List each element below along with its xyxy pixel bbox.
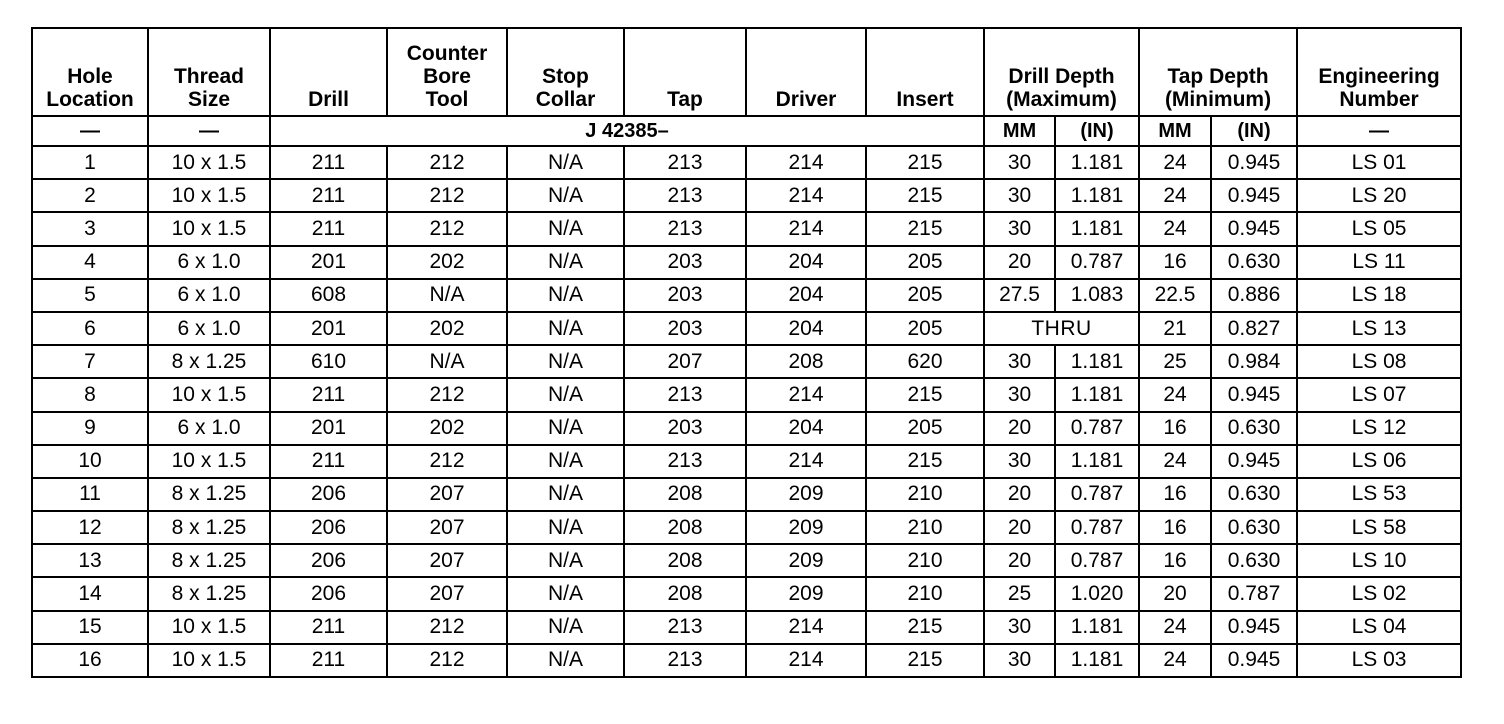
cell-thread-size: 10 x 1.5 [148, 146, 270, 179]
cell-drill-depth-mm: 30 [984, 644, 1055, 677]
cell-driver: 208 [746, 345, 866, 378]
header-line: Drill [308, 87, 349, 111]
cell-drill-depth-mm: 20 [984, 246, 1055, 279]
cell-drill: 206 [270, 511, 387, 544]
cell-insert: 210 [866, 577, 984, 610]
cell-engineering-number: LS 02 [1297, 577, 1461, 610]
cell-counter-bore-tool: 202 [387, 412, 507, 445]
header-line: (Minimum) [1164, 87, 1272, 111]
cell-drill: 211 [270, 179, 387, 212]
cell-tap: 213 [624, 179, 746, 212]
cell-tap: 203 [624, 279, 746, 312]
cell-drill-depth-mm: 27.5 [984, 279, 1055, 312]
cell-counter-bore-tool: 207 [387, 544, 507, 577]
header-line: Thread [173, 64, 244, 88]
cell-tap-depth-in: 0.630 [1211, 246, 1297, 279]
cell-drill: 211 [270, 146, 387, 179]
cell-tap: 213 [624, 611, 746, 644]
cell-counter-bore-tool: 212 [387, 146, 507, 179]
cell-hole-location: 6 [32, 312, 148, 345]
cell-tap-depth-in: 0.630 [1211, 544, 1297, 577]
cell-stop-collar: N/A [507, 611, 624, 644]
cell-thread-size: 6 x 1.0 [148, 312, 270, 345]
cell-drill-depth-in: 1.181 [1055, 146, 1139, 179]
cell-engineering-number: LS 13 [1297, 312, 1461, 345]
table-row [32, 478, 1461, 511]
cell-insert: 205 [866, 279, 984, 312]
cell-tap-depth-in: 0.945 [1211, 378, 1297, 411]
cell-counter-bore-tool: 212 [387, 378, 507, 411]
cell-insert: 620 [866, 345, 984, 378]
header-line: Bore [423, 64, 471, 88]
cell-drill-depth-mm: 20 [984, 412, 1055, 445]
cell-tap-depth-mm: 24 [1139, 146, 1211, 179]
cell-insert: 215 [866, 611, 984, 644]
table-row [32, 611, 1461, 644]
cell-thread-size: 8 x 1.25 [148, 478, 270, 511]
cell-hole-location: 16 [32, 644, 148, 677]
cell-insert: 210 [866, 511, 984, 544]
cell-stop-collar: N/A [507, 445, 624, 478]
cell-drill: 610 [270, 345, 387, 378]
cell-drill-depth-mm: 30 [984, 445, 1055, 478]
header-line: Insert [896, 87, 954, 111]
cell-engineering-number: LS 11 [1297, 246, 1461, 279]
cell-thread-size: 10 x 1.5 [148, 378, 270, 411]
cell-counter-bore-tool: 207 [387, 511, 507, 544]
cell-insert: 215 [866, 378, 984, 411]
cell-insert: 205 [866, 312, 984, 345]
header-line: Hole [67, 64, 113, 88]
cell-hole-location: 7 [32, 345, 148, 378]
cell-thread-size: 6 x 1.0 [148, 412, 270, 445]
cell-hole-location: 9 [32, 412, 148, 445]
subheader-hole-dash: — [32, 116, 148, 146]
cell-tap-depth-mm: 24 [1139, 445, 1211, 478]
cell-drill-depth-in: 1.181 [1055, 611, 1139, 644]
cell-thread-size: 10 x 1.5 [148, 212, 270, 245]
cell-stop-collar: N/A [507, 212, 624, 245]
header-line: Collar [535, 87, 596, 111]
cell-drill-depth-mm: 30 [984, 179, 1055, 212]
cell-stop-collar: N/A [507, 312, 624, 345]
cell-drill-depth-in: 1.181 [1055, 212, 1139, 245]
cell-drill-depth-in: 0.787 [1055, 478, 1139, 511]
cell-engineering-number: LS 10 [1297, 544, 1461, 577]
table-row [32, 412, 1461, 445]
cell-engineering-number: LS 06 [1297, 445, 1461, 478]
cell-engineering-number: LS 20 [1297, 179, 1461, 212]
cell-tap-depth-in: 0.945 [1211, 179, 1297, 212]
cell-stop-collar: N/A [507, 544, 624, 577]
cell-stop-collar: N/A [507, 179, 624, 212]
cell-insert: 205 [866, 412, 984, 445]
cell-tap-depth-in: 0.945 [1211, 611, 1297, 644]
cell-tap-depth-mm: 24 [1139, 179, 1211, 212]
cell-driver: 209 [746, 478, 866, 511]
cell-driver: 204 [746, 412, 866, 445]
header-tap [624, 28, 746, 116]
cell-drill-depth-in: 1.181 [1055, 179, 1139, 212]
cell-tap-depth-in: 0.630 [1211, 511, 1297, 544]
cell-drill-depth-in: 0.787 [1055, 412, 1139, 445]
cell-driver: 214 [746, 445, 866, 478]
cell-thread-size: 8 x 1.25 [148, 345, 270, 378]
cell-drill: 201 [270, 246, 387, 279]
cell-hole-location: 11 [32, 478, 148, 511]
cell-driver: 214 [746, 212, 866, 245]
table-row [32, 312, 1461, 345]
tool-spec-table [31, 27, 1462, 678]
cell-tap: 203 [624, 246, 746, 279]
cell-hole-location: 10 [32, 445, 148, 478]
cell-tap: 203 [624, 412, 746, 445]
subheader-row [32, 116, 1461, 146]
cell-drill-depth-mm: 30 [984, 146, 1055, 179]
cell-driver: 209 [746, 511, 866, 544]
header-row [32, 28, 1461, 116]
table-body [32, 28, 1461, 677]
header-drill-depth [984, 28, 1139, 116]
header-line: Tap [667, 87, 703, 111]
cell-thread-size: 8 x 1.25 [148, 511, 270, 544]
cell-tap-depth-mm: 22.5 [1139, 279, 1211, 312]
cell-drill-depth-thru: THRU [984, 312, 1139, 345]
cell-stop-collar: N/A [507, 511, 624, 544]
cell-hole-location: 13 [32, 544, 148, 577]
cell-drill-depth-in: 1.181 [1055, 378, 1139, 411]
table-row [32, 345, 1461, 378]
cell-thread-size: 10 x 1.5 [148, 179, 270, 212]
cell-insert: 215 [866, 644, 984, 677]
cell-drill: 201 [270, 412, 387, 445]
subheader-drill-mm: MM [984, 116, 1055, 146]
table-row [32, 378, 1461, 411]
cell-driver: 204 [746, 246, 866, 279]
cell-drill-depth-in: 0.787 [1055, 544, 1139, 577]
cell-drill: 211 [270, 212, 387, 245]
header-line: Engineering [1318, 64, 1440, 88]
header-engineering-number [1297, 28, 1461, 116]
cell-hole-location: 15 [32, 611, 148, 644]
cell-drill-depth-in: 0.787 [1055, 511, 1139, 544]
cell-tap-depth-in: 0.945 [1211, 644, 1297, 677]
cell-drill-depth-in: 1.181 [1055, 445, 1139, 478]
cell-tap-depth-mm: 24 [1139, 378, 1211, 411]
header-hole-location [32, 28, 148, 116]
header-drill [270, 28, 387, 116]
cell-drill: 608 [270, 279, 387, 312]
cell-insert: 215 [866, 212, 984, 245]
cell-insert: 215 [866, 146, 984, 179]
cell-driver: 209 [746, 577, 866, 610]
table-row [32, 644, 1461, 677]
cell-tap-depth-in: 0.945 [1211, 146, 1297, 179]
cell-stop-collar: N/A [507, 146, 624, 179]
cell-driver: 214 [746, 179, 866, 212]
subheader-engineering-dash: — [1297, 116, 1461, 146]
cell-engineering-number: LS 08 [1297, 345, 1461, 378]
cell-engineering-number: LS 07 [1297, 378, 1461, 411]
cell-thread-size: 8 x 1.25 [148, 577, 270, 610]
table-row [32, 246, 1461, 279]
cell-insert: 215 [866, 445, 984, 478]
cell-counter-bore-tool: 212 [387, 212, 507, 245]
cell-tap-depth-in: 0.945 [1211, 212, 1297, 245]
header-counter-bore-tool [387, 28, 507, 116]
cell-insert: 215 [866, 179, 984, 212]
cell-stop-collar: N/A [507, 345, 624, 378]
cell-tap: 208 [624, 577, 746, 610]
cell-tap: 208 [624, 511, 746, 544]
table-row [32, 544, 1461, 577]
cell-hole-location: 2 [32, 179, 148, 212]
cell-tap-depth-in: 0.630 [1211, 412, 1297, 445]
cell-drill-depth-mm: 30 [984, 611, 1055, 644]
cell-engineering-number: LS 58 [1297, 511, 1461, 544]
table-row [32, 146, 1461, 179]
cell-drill: 211 [270, 611, 387, 644]
cell-hole-location: 1 [32, 146, 148, 179]
subheader-drill-in: (IN) [1055, 116, 1139, 146]
cell-tap-depth-mm: 24 [1139, 212, 1211, 245]
cell-drill-depth-mm: 20 [984, 544, 1055, 577]
table-row [32, 279, 1461, 312]
cell-counter-bore-tool: 202 [387, 246, 507, 279]
cell-drill: 206 [270, 544, 387, 577]
cell-driver: 204 [746, 279, 866, 312]
cell-stop-collar: N/A [507, 577, 624, 610]
cell-driver: 214 [746, 611, 866, 644]
subheader-thread-dash: — [148, 116, 270, 146]
cell-thread-size: 10 x 1.5 [148, 611, 270, 644]
cell-thread-size: 8 x 1.25 [148, 544, 270, 577]
cell-tap-depth-in: 0.827 [1211, 312, 1297, 345]
cell-tap-depth-in: 0.886 [1211, 279, 1297, 312]
cell-engineering-number: LS 05 [1297, 212, 1461, 245]
cell-tap: 207 [624, 345, 746, 378]
cell-counter-bore-tool: 202 [387, 312, 507, 345]
cell-tap: 213 [624, 644, 746, 677]
cell-insert: 205 [866, 246, 984, 279]
cell-counter-bore-tool: 207 [387, 478, 507, 511]
cell-tap-depth-mm: 20 [1139, 577, 1211, 610]
table-row [32, 212, 1461, 245]
cell-tap: 208 [624, 544, 746, 577]
cell-counter-bore-tool: 212 [387, 611, 507, 644]
cell-drill-depth-mm: 30 [984, 345, 1055, 378]
cell-tap: 213 [624, 445, 746, 478]
header-tap-depth [1139, 28, 1297, 116]
header-line: Number [1339, 87, 1419, 111]
cell-tap-depth-mm: 16 [1139, 246, 1211, 279]
cell-thread-size: 6 x 1.0 [148, 279, 270, 312]
cell-driver: 214 [746, 146, 866, 179]
cell-engineering-number: LS 03 [1297, 644, 1461, 677]
cell-tap-depth-mm: 21 [1139, 312, 1211, 345]
cell-tap-depth-mm: 24 [1139, 611, 1211, 644]
header-line: Driver [775, 87, 837, 111]
cell-driver: 214 [746, 644, 866, 677]
header-stop-collar [507, 28, 624, 116]
cell-stop-collar: N/A [507, 378, 624, 411]
table-row [32, 577, 1461, 610]
cell-drill: 211 [270, 378, 387, 411]
cell-tap-depth-mm: 16 [1139, 412, 1211, 445]
table-row [32, 511, 1461, 544]
cell-hole-location: 12 [32, 511, 148, 544]
subheader-tool-prefix: J 42385– [270, 116, 984, 146]
cell-thread-size: 6 x 1.0 [148, 246, 270, 279]
cell-tap-depth-mm: 16 [1139, 478, 1211, 511]
cell-hole-location: 5 [32, 279, 148, 312]
cell-driver: 214 [746, 378, 866, 411]
cell-drill-depth-in: 1.181 [1055, 345, 1139, 378]
header-line: Size [187, 87, 231, 111]
cell-drill-depth-mm: 20 [984, 511, 1055, 544]
cell-drill-depth-mm: 30 [984, 378, 1055, 411]
cell-drill-depth-mm: 20 [984, 478, 1055, 511]
cell-engineering-number: LS 18 [1297, 279, 1461, 312]
cell-tap-depth-in: 0.630 [1211, 478, 1297, 511]
cell-tap-depth-mm: 16 [1139, 544, 1211, 577]
cell-engineering-number: LS 12 [1297, 412, 1461, 445]
cell-counter-bore-tool: 212 [387, 179, 507, 212]
subheader-tap-in: (IN) [1211, 116, 1297, 146]
cell-drill-depth-in: 1.020 [1055, 577, 1139, 610]
cell-driver: 209 [746, 544, 866, 577]
cell-drill-depth-in: 0.787 [1055, 246, 1139, 279]
cell-drill-depth-mm: 25 [984, 577, 1055, 610]
header-line: Stop [542, 64, 589, 88]
cell-tap-depth-in: 0.984 [1211, 345, 1297, 378]
cell-tap-depth-mm: 24 [1139, 644, 1211, 677]
cell-tap-depth-mm: 25 [1139, 345, 1211, 378]
cell-drill: 211 [270, 445, 387, 478]
cell-engineering-number: LS 53 [1297, 478, 1461, 511]
table-row [32, 179, 1461, 212]
cell-drill-depth-in: 1.083 [1055, 279, 1139, 312]
cell-drill: 206 [270, 478, 387, 511]
cell-insert: 210 [866, 478, 984, 511]
cell-counter-bore-tool: 207 [387, 577, 507, 610]
cell-drill-depth-in: 1.181 [1055, 644, 1139, 677]
table-row [32, 445, 1461, 478]
header-line: Counter [406, 41, 488, 65]
cell-drill-depth-mm: 30 [984, 212, 1055, 245]
cell-drill: 206 [270, 577, 387, 610]
cell-tap-depth-in: 0.787 [1211, 577, 1297, 610]
header-line: (Maximum) [1006, 87, 1117, 111]
cell-tap: 213 [624, 146, 746, 179]
cell-driver: 204 [746, 312, 866, 345]
header-line: Tap Depth [1167, 64, 1269, 88]
header-line: Drill Depth [1008, 64, 1115, 88]
cell-drill: 211 [270, 644, 387, 677]
cell-counter-bore-tool: 212 [387, 644, 507, 677]
cell-stop-collar: N/A [507, 412, 624, 445]
cell-stop-collar: N/A [507, 644, 624, 677]
cell-engineering-number: LS 01 [1297, 146, 1461, 179]
header-thread-size [148, 28, 270, 116]
subheader-tap-mm: MM [1139, 116, 1211, 146]
cell-tap: 203 [624, 312, 746, 345]
cell-insert: 210 [866, 544, 984, 577]
cell-tap-depth-mm: 16 [1139, 511, 1211, 544]
cell-counter-bore-tool: 212 [387, 445, 507, 478]
cell-stop-collar: N/A [507, 279, 624, 312]
cell-tap: 213 [624, 378, 746, 411]
header-driver [746, 28, 866, 116]
cell-counter-bore-tool: N/A [387, 279, 507, 312]
cell-hole-location: 14 [32, 577, 148, 610]
cell-thread-size: 10 x 1.5 [148, 445, 270, 478]
cell-counter-bore-tool: N/A [387, 345, 507, 378]
cell-hole-location: 8 [32, 378, 148, 411]
cell-thread-size: 10 x 1.5 [148, 644, 270, 677]
cell-stop-collar: N/A [507, 246, 624, 279]
cell-stop-collar: N/A [507, 478, 624, 511]
cell-tap-depth-in: 0.945 [1211, 445, 1297, 478]
cell-hole-location: 3 [32, 212, 148, 245]
header-insert [866, 28, 984, 116]
header-line: Location [46, 87, 134, 111]
header-line: Tool [425, 87, 469, 111]
cell-engineering-number: LS 04 [1297, 611, 1461, 644]
cell-hole-location: 4 [32, 246, 148, 279]
cell-tap: 213 [624, 212, 746, 245]
cell-drill: 201 [270, 312, 387, 345]
cell-tap: 208 [624, 478, 746, 511]
